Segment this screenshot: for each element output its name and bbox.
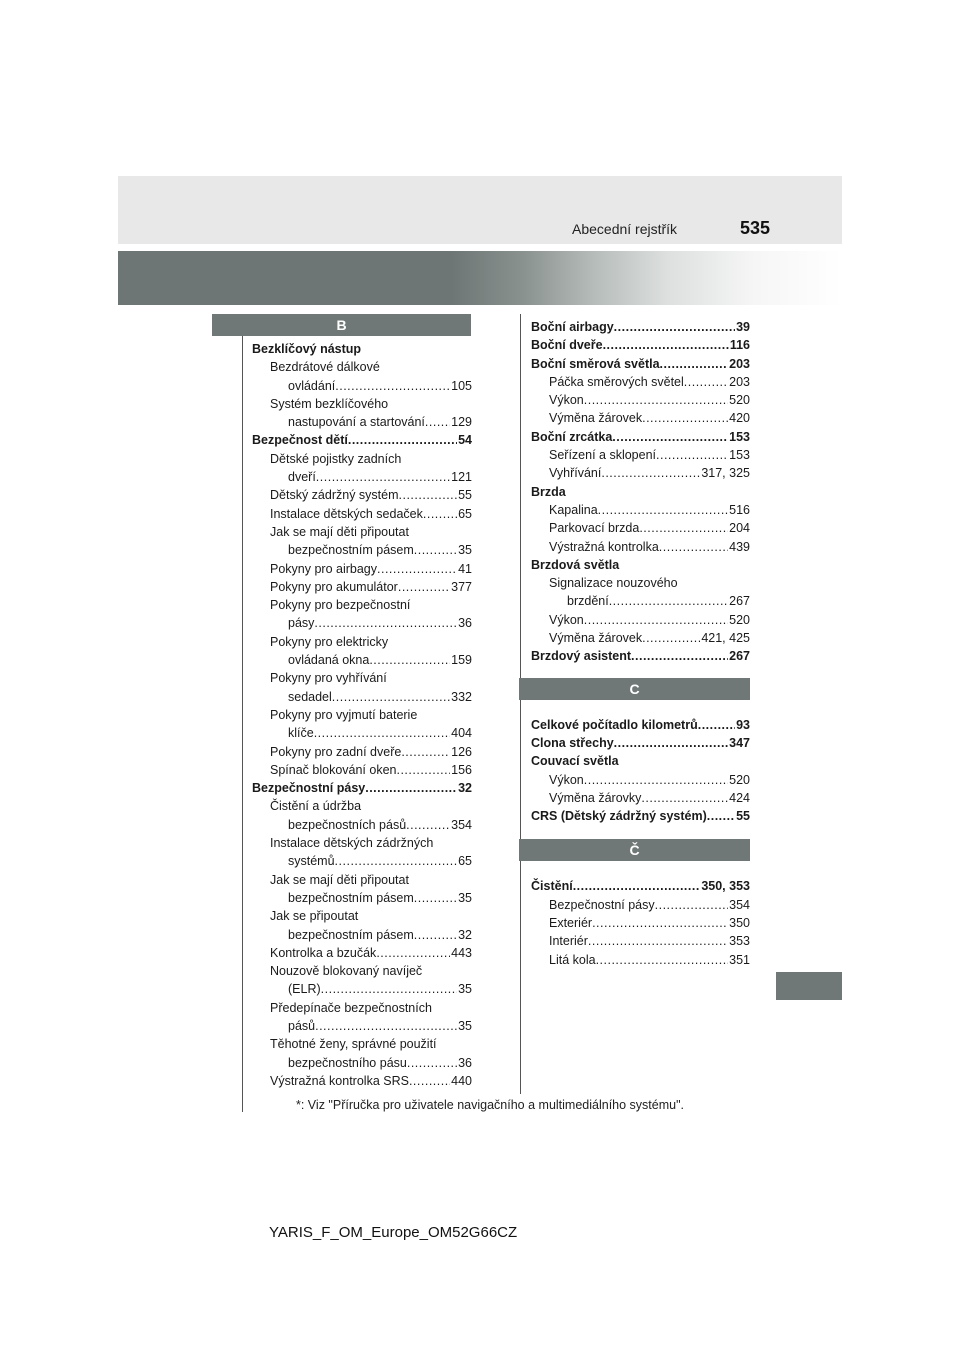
index-subentry: Dětský zádržný systém ..... 55 [252,486,472,504]
index-column-left [252,340,472,1090]
index-subentry: Výměna žárovek ..... 421, 425 [531,629,750,647]
index-subentry: Parkovací brzda ..... 204 [531,519,750,537]
index-entry: Čistění ..... 350, 353 [531,877,750,895]
index-subentry-cont: systémů ..... 65 [252,852,472,870]
index-subentry: Výměna žárovky ..... 424 [531,789,750,807]
index-subentry-cont: bezpečnostního pásu ..... 36 [252,1054,472,1072]
section-header-c: C [519,678,750,700]
index-entry: Brzda [531,484,566,499]
index-subentry: Systém bezklíčového [270,396,389,411]
index-entry: CRS (Dětský zádržný systém) ..... 55 [531,807,750,825]
index-subentry: Vyhřívání ..... 317, 325 [531,464,750,482]
index-subentry: Jak se mají děti připoutat [270,524,409,539]
index-subentry: Bezpečnostní pásy ..... 354 [531,896,750,914]
index-subentry-cont: (ELR) ..... 35 [252,980,472,998]
index-subentry: Dětské pojistky zadních [270,451,402,466]
index-subentry: Pokyny pro bezpečnostní [270,598,411,613]
index-subentry-cont: dveří ..... 121 [252,468,472,486]
document-id: YARIS_F_OM_Europe_OM52G66CZ [269,1224,518,1241]
index-subentry: Čistění a údržba [270,799,362,814]
index-entry: Clona střechy ..... 347 [531,734,750,752]
index-subentry: Bezdrátové dálkové [270,360,380,375]
index-subentry: Instalace dětských sedaček ..... 65 [252,505,472,523]
page-number: 535 [740,218,771,238]
index-entry: Boční směrová světla ..... 203 [531,355,750,373]
index-subentry: Pokyny pro airbagy ..... 41 [252,560,472,578]
index-subentry: Instalace dětských zádržných [270,836,434,851]
index-subentry: Interiér ..... 353 [531,932,750,950]
index-subentry: Kontrolka a bzučák ..... 443 [252,944,472,962]
decorative-gradient-band [118,251,842,305]
index-entry: Boční dveře ..... 116 [531,336,750,354]
index-subentry-cont: pásy ..... 36 [252,614,472,632]
index-entry: Boční zrcátka ..... 153 [531,428,750,446]
index-entry: Brzdový asistent ..... 267 [531,647,750,665]
chapter-tab-marker [776,972,842,1000]
index-subentry: Jak se mají děti připoutat [270,872,409,887]
index-subentry: Pokyny pro zadní dveře ..... 126 [252,743,472,761]
index-subentry: Výměna žárovek ..... 420 [531,409,750,427]
index-subentry: Kapalina ..... 516 [531,501,750,519]
index-entry: Couvací světla [531,754,619,769]
index-subentry: Výkon ..... 520 [531,611,750,629]
index-subentry-cont: pásů ..... 35 [252,1017,472,1035]
index-subentry-cont: nastupování a startování ..... 129 [252,413,472,431]
index-subentry-cont: brzdění ..... 267 [531,592,750,610]
index-subentry-cont: klíče ..... 404 [252,724,472,742]
index-entry: Bezklíčový nástup [252,342,362,356]
index-subentry: Seřízení a sklopení ..... 153 [531,446,750,464]
index-entry: Bezpečnostní pásy ..... 32 [252,779,472,797]
index-subentry: Pokyny pro vyhřívání [270,671,387,686]
index-subentry: Spínač blokování oken ..... 156 [252,761,472,779]
footnote: *: Viz "Příručka pro uživatele navigačního a multimediálního systému". [296,1098,684,1112]
index-column-right [531,318,750,969]
column-divider-left [242,314,243,1112]
index-subentry: Pokyny pro akumulátor ..... 377 [252,578,472,596]
index-entry: Brzdová světla [531,557,620,572]
index-subentry-cont: ovládaná okna ..... 159 [252,651,472,669]
index-subentry-cont: bezpečnostním pásem ..... 35 [252,889,472,907]
index-subentry: Nouzově blokovaný navíječ [270,964,423,979]
section-header-cc: Č [519,839,750,861]
header-band [118,176,842,244]
index-subentry: Pokyny pro vyjmutí baterie [270,707,418,722]
index-subentry-cont: bezpečnostních pásů ..... 354 [252,816,472,834]
index-subentry: Výstražná kontrolka SRS ..... 440 [252,1072,472,1090]
index-subentry: Jak se připoutat [270,909,359,924]
index-subentry: Těhotné ženy, správné použití [270,1037,437,1052]
index-subentry: Exteriér ..... 350 [531,914,750,932]
section-title: Abecední rejstřík [572,221,678,237]
index-subentry: Výstražná kontrolka ..... 439 [531,538,750,556]
index-subentry: Litá kola ..... 351 [531,951,750,969]
index-subentry: Páčka směrových světel ..... 203 [531,373,750,391]
index-subentry: Pokyny pro elektricky [270,634,389,649]
index-entry: Bezpečnost dětí ..... 54 [252,431,472,449]
index-subentry-cont: bezpečnostním pásem ..... 35 [252,541,472,559]
index-entry: Boční airbagy ..... 39 [531,318,750,336]
column-divider-middle [520,314,521,1094]
index-subentry-cont: ovládání ..... 105 [252,377,472,395]
index-entry: Celkové počítadlo kilometrů ..... 93 [531,716,750,734]
index-subentry-cont: sedadel ..... 332 [252,688,472,706]
section-header-b: B [212,314,471,336]
index-subentry: Signalizace nouzového [549,576,678,591]
index-subentry: Výkon ..... 520 [531,391,750,409]
index-subentry: Předepínače bezpečnostních [270,1000,432,1015]
index-subentry: Výkon ..... 520 [531,771,750,789]
index-subentry-cont: bezpečnostním pásem ..... 32 [252,926,472,944]
